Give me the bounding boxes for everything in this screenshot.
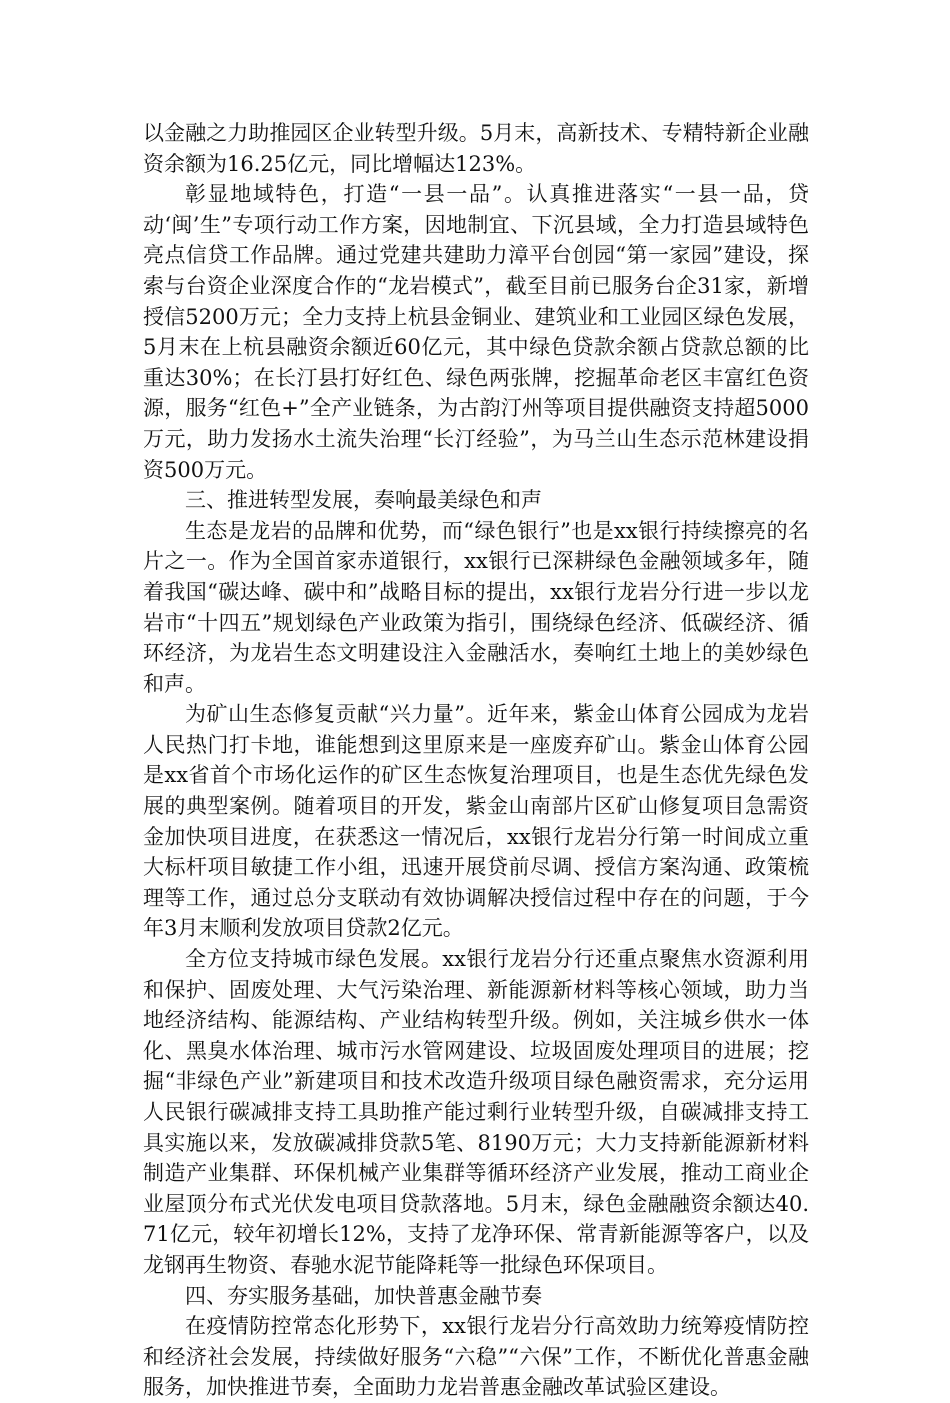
- paragraph-inclusive-finance-services: 在疫情防控常态化形势下，xx银行龙岩分行高效助力统筹疫情防控和经济社会发展，持续做好服务“六稳”“六保”工作，不断优化普惠金融服务，加快推进节奏，全面助力龙岩普惠金融改革试验区建设。: [143, 1314, 809, 1400]
- section-heading-inclusive-finance: 四、夯实服务基础，加快普惠金融节奏: [185, 1283, 542, 1308]
- paragraph-green-bank: 生态是龙岩的品牌和优势，而“绿色银行”也是xx银行持续擦亮的名片之一。作为全国首家赤道银行，xx银行已深耕绿色金融领域多年，随着我国“碳达峰、碳中和”战略目标的提出，xx银行龙岩分行进一步以龙岩市“十四五”规划绿色产业政策为指引，围绕绿色经济、低碳经济、循环经济，为龙岩生态文明建设注入金融活水，奏响红土地上的美妙绿色和声。: [143, 518, 809, 696]
- section-heading-green-transformation: 三、推进转型发展，奏响最美绿色和声: [185, 488, 542, 513]
- paragraph-regional-characteristics: 彰显地域特色，打造“一县一品”。认真推进落实“一县一品，贷动‘闽’生”专项行动工作方案，因地制宜、下沉县域，全力打造县域特色亮点信贷工作品牌。通过党建共建助力漳平台创园“第一家园”建设，探索与台资企业深度合作的“龙岩模式”，截至目前已服务台企31家，新增授信5200万元；全力支持上杭县金铜业、建筑业和工业园区绿色发展，5月末在上杭县融资余额近60亿元，其中绿色贷款余额占贷款总额的比重达30%；在长汀县打好红色、绿色两张牌，挖掘革命老区丰富红色资源，服务“红色+”全产业链条，为古韵汀州等项目提供融资支持超5000万元，助力发扬水土流失治理“长汀经验”，为马兰山生态示范林建设捐资500万元。: [143, 182, 809, 482]
- document-body: [143, 118, 809, 1403]
- paragraph-park-enterprise-financing: 以金融之力助推园区企业转型升级。5月末，高新技术、专精特新企业融资余额为16.25亿元，同比增幅达123%。: [143, 121, 809, 176]
- paragraph-urban-green-development: 全方位支持城市绿色发展。xx银行龙岩分行还重点聚焦水资源利用和保护、固废处理、大气污染治理、新能源新材料等核心领域，助力当地经济结构、能源结构、产业结构转型升级。例如，关注城乡供水一体化、黑臭水体治理、城市污水管网建设、垃圾固废处理项目的进展；挖掘“非绿色产业”新建项目和技术改造升级项目绿色融资需求，充分运用人民银行碳减排支持工具助推产能过剩行业转型升级，自碳减排支持工具实施以来，发放碳减排贷款5笔、8190万元；大力支持新能源新材料制造产业集群、环保机械产业集群等循环经济产业发展，推动工商业企业屋顶分布式光伏发电项目贷款落地。5月末，绿色金融融资余额达40.71亿元，较年初增长12%，支持了龙净环保、常青新能源等客户，以及龙钢再生物资、春驰水泥节能降耗等一批绿色环保项目。: [143, 947, 809, 1277]
- paragraph-mine-ecological-restoration: 为矿山生态修复贡献“兴力量”。近年来，紫金山体育公园成为龙岩人民热门打卡地，谁能想到这里原来是一座废弃矿山。紫金山体育公园是xx省首个市场化运作的矿区生态恢复治理项目，也是生态优先绿色发展的典型案例。随着项目的开发，紫金山南部片区矿山修复项目急需资金加快项目进度，在获悉这一情况后，xx银行龙岩分行第一时间成立重大标杆项目敏捷工作小组，迅速开展贷前尽调、授信方案沟通、政策梳理等工作，通过总分支联动有效协调解决授信过程中存在的问题，于今年3月末顺利发放项目贷款2亿元。: [143, 702, 809, 941]
